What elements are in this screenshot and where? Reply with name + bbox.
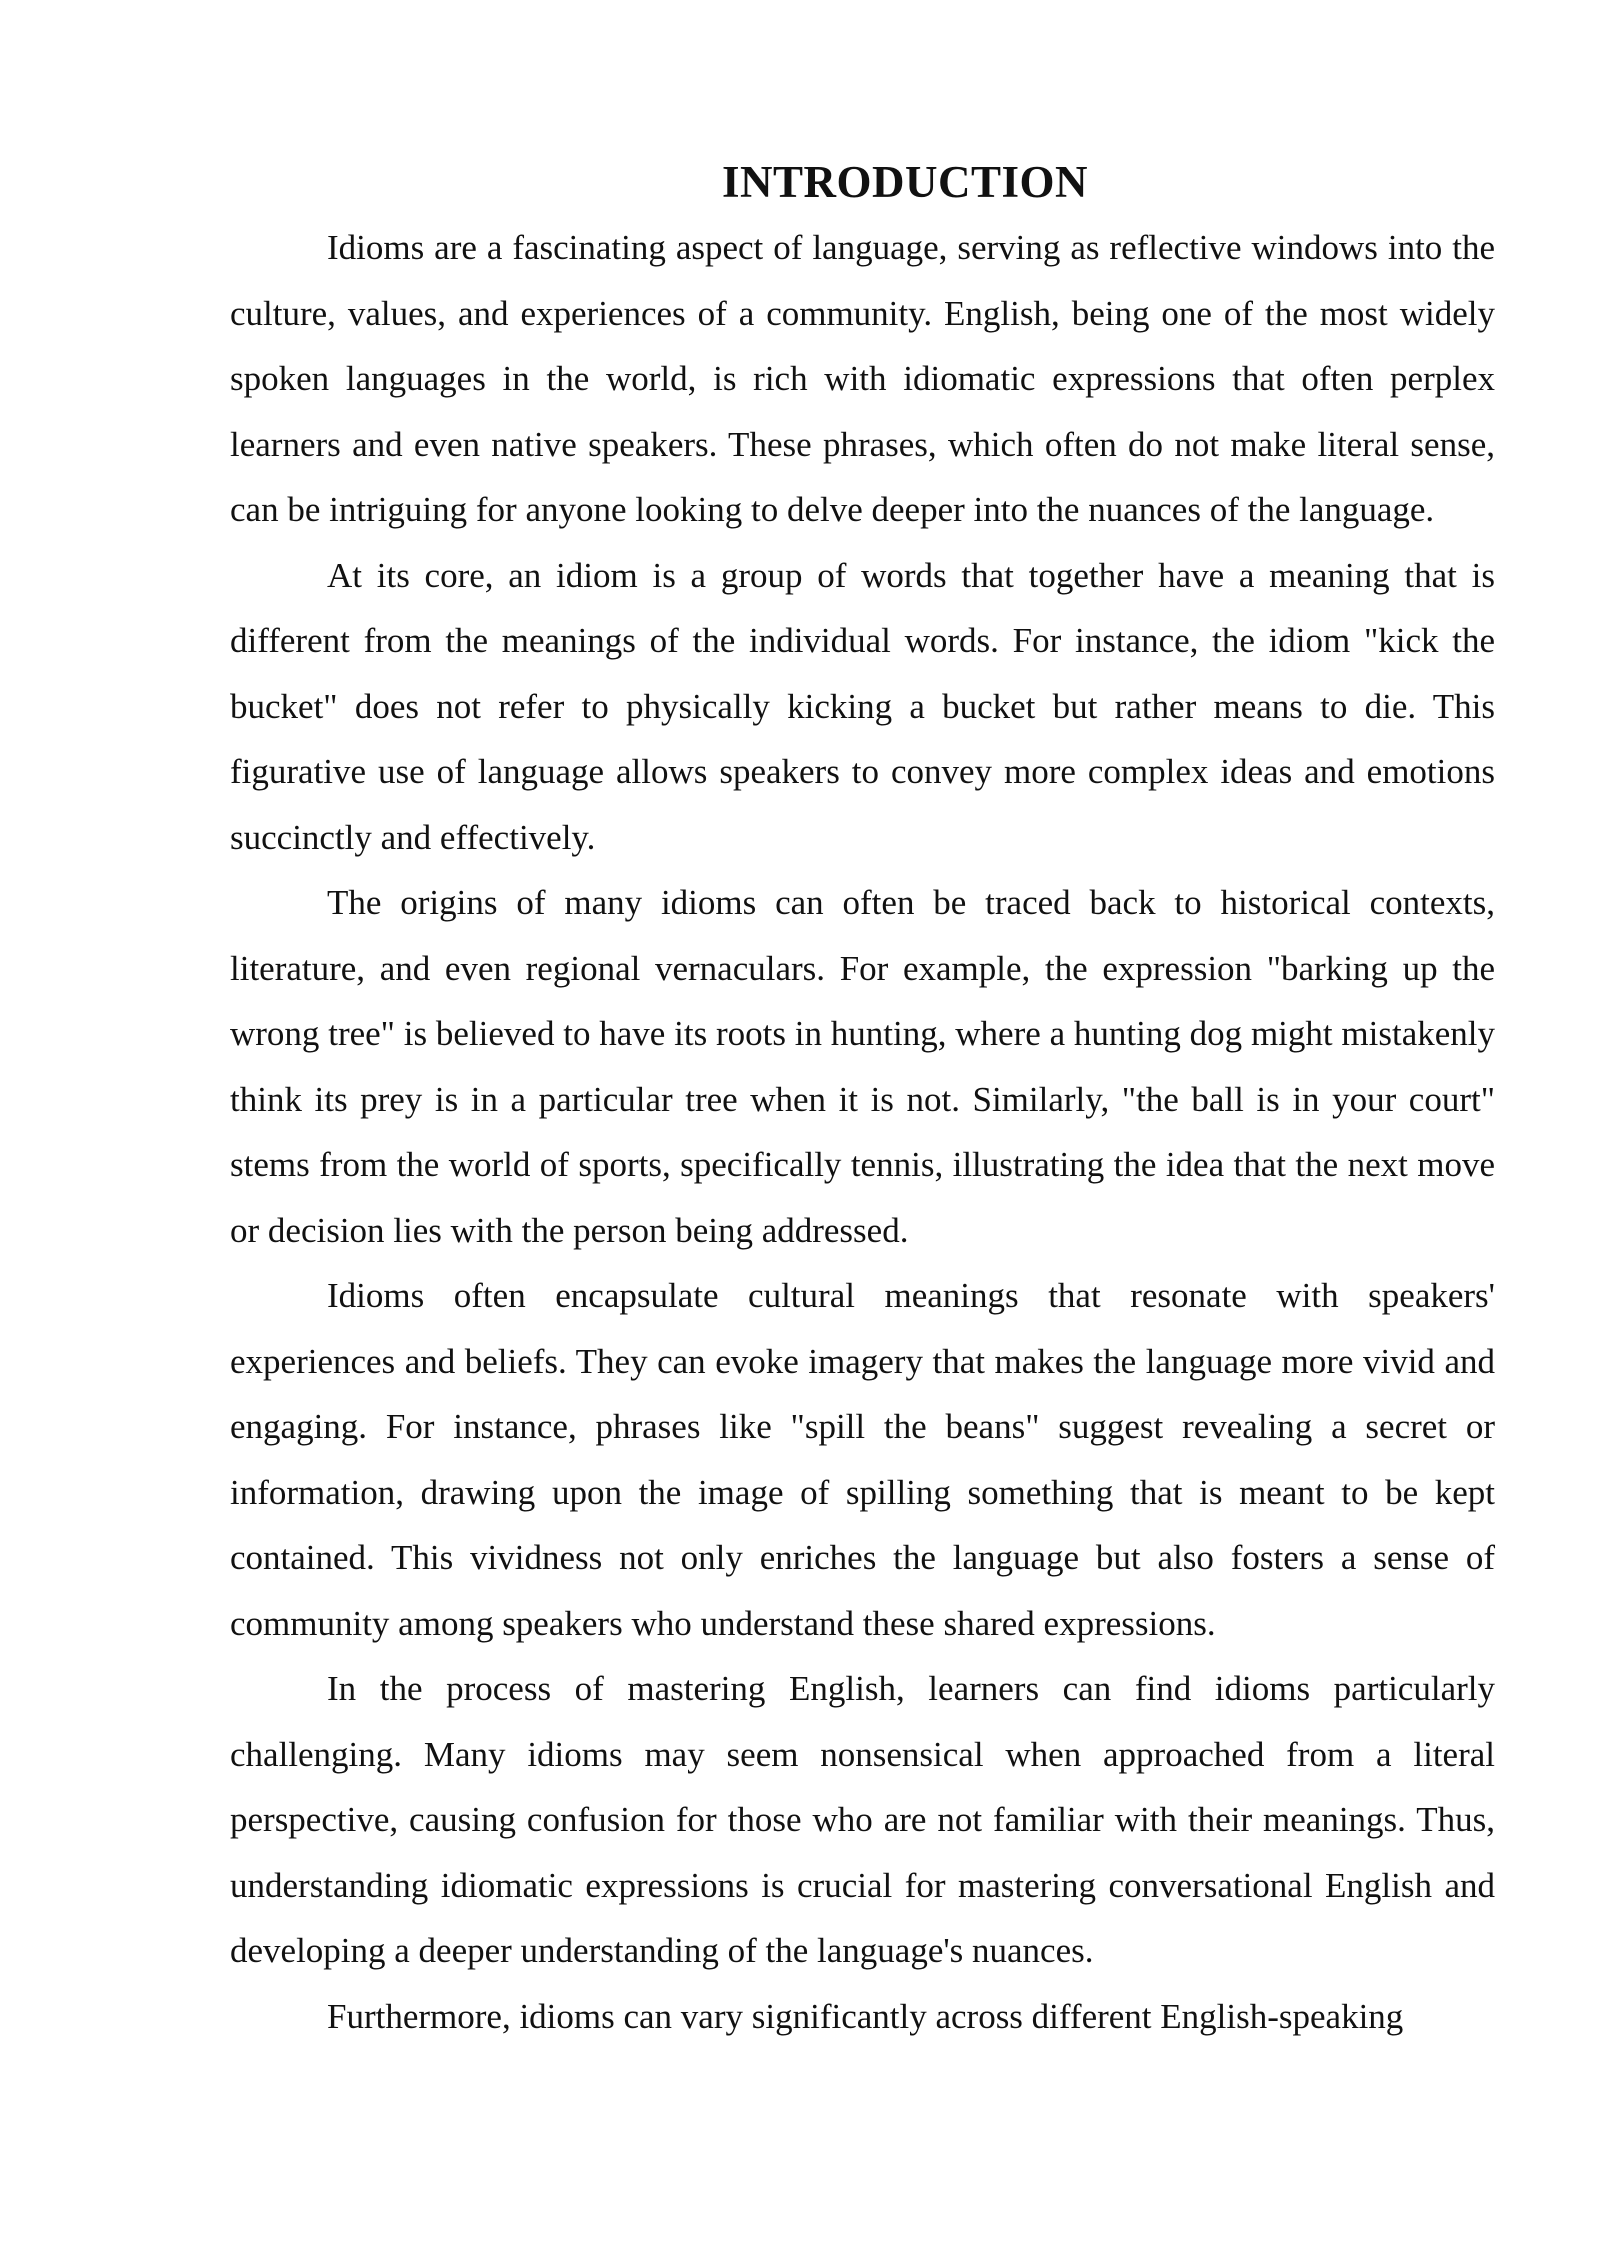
paragraph-5: In the process of mastering English, learners can find idioms particularly challenging. Many idioms may seem nonsensical when approached from a literal perspective, causing confusion for those who are not familiar with their meanings. Thus, understanding idiomatic expressions is crucial for mastering conversational English and developing a deeper understanding of the language's nuances. xyxy=(230,1669,1495,1970)
paragraph-3: The origins of many idioms can often be traced back to historical contexts, literature, and even regional vernaculars. For example, the expression "barking up the wrong tree" is believed to have its roots in hunting, where a hunting dog might mistakenly think its prey is in a particular tree when it is not. Similarly, "the ball is in your court" stems from the world of sports, specifically tennis, illustrating the idea that the next move or decision lies with the person being addressed. xyxy=(230,883,1495,1250)
paragraph-4: Idioms often encapsulate cultural meanings that resonate with speakers' experiences and beliefs. They can evoke imagery that makes the language more vivid and engaging. For instance, phrases like "spill the beans" suggest revealing a secret or information, drawing upon the image of spilling something that is meant to be kept contained. This vividness not only enriches the language but also fosters a sense of community among speakers who understand these shared expressions. xyxy=(230,1276,1495,1643)
paragraph-2: At its core, an idiom is a group of words that together have a meaning that is different from the meanings of the individual words. For instance, the idiom "kick the bucket" does not refer to physically kicking a bucket but rather means to die. This figurative use of language allows speakers to convey more complex ideas and emotions succinctly and effectively. xyxy=(230,555,1495,857)
page-title: INTRODUCTION xyxy=(721,157,1089,207)
paragraph-6: Furthermore, idioms can vary significantly across different English-speaking xyxy=(327,1996,1404,2036)
paragraph-1: Idioms are a fascinating aspect of language, serving as reflective windows into the culture, values, and experiences of a community. English, being one of the most widely spoken languages in the world, is rich with idiomatic expressions that often perplex learners and even native speakers. These phrases, which often do not make literal sense, can be intriguing for anyone looking to delve deeper into the nuances of the language. xyxy=(230,228,1495,529)
document-body xyxy=(230,150,1495,2049)
